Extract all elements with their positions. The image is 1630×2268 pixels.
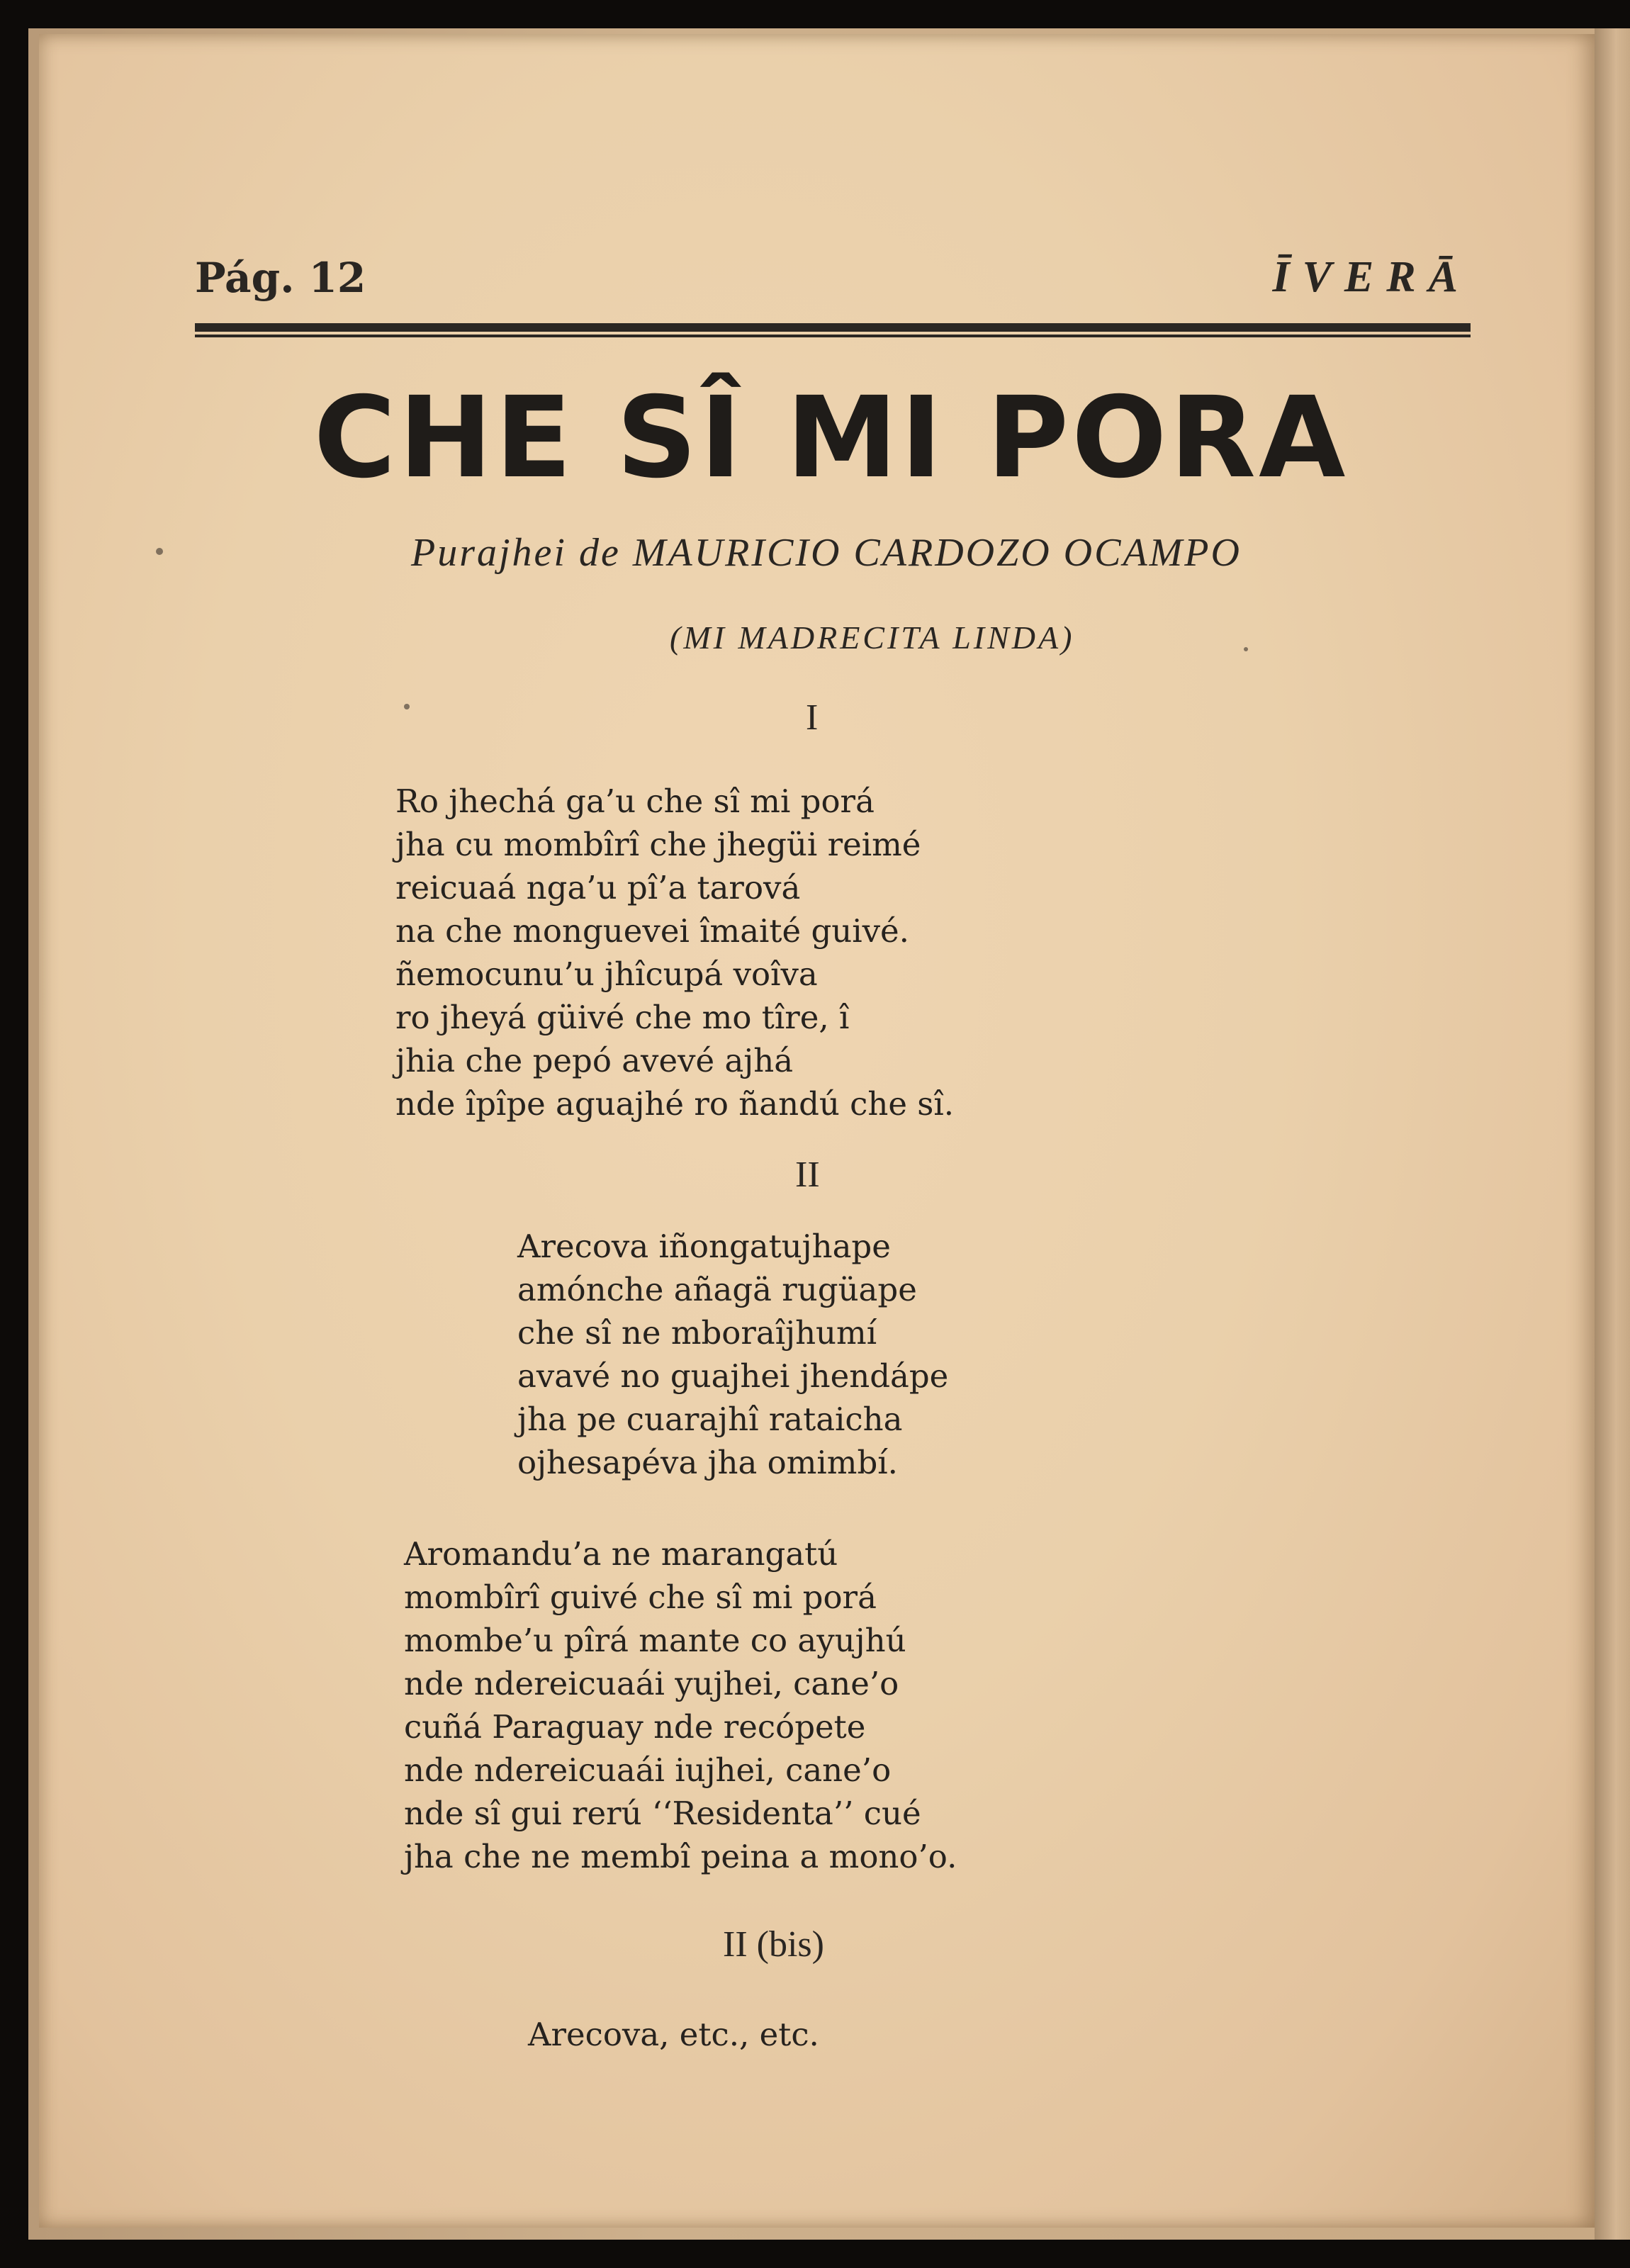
verse-line: Aromandu’a ne marangatú — [404, 1535, 838, 1573]
song-byline: Purajhei de MAURICIO CARDOZO OCAMPO — [411, 531, 1242, 575]
header-rule — [195, 323, 1471, 332]
verse-line: amónche añagä rugüape — [517, 1271, 917, 1308]
verse-line: Ro jhechá ga’u che sî mi porá — [395, 782, 875, 820]
verse-line: na che monguevei îmaité guivé. — [395, 912, 909, 950]
verse-line: jha pe cuarajhî rataicha — [517, 1400, 903, 1438]
song-subtitle: (MI MADRECITA LINDA) — [670, 619, 1075, 656]
page-header — [195, 240, 1471, 325]
magazine-page — [39, 34, 1595, 2228]
verse-line: Arecova iñongatujhape — [517, 1228, 891, 1265]
verse-line: ro jheyá güivé che mo tîre, î — [395, 999, 850, 1036]
section-heading-2: II — [795, 1155, 820, 1195]
verse-line: mombe’u pîrá mante co ayujhú — [404, 1622, 906, 1659]
verse-3 — [404, 1532, 957, 1878]
verse-line: che sî ne mboraîjhumí — [517, 1314, 877, 1352]
header-rule-thin — [195, 335, 1471, 337]
verse-line: jhia che pepó avevé ajhá — [395, 1042, 794, 1079]
section-heading-2-bis: II (bis) — [723, 1924, 824, 1965]
page-number: Pág. 12 — [195, 254, 366, 302]
closing-line: Arecova, etc., etc. — [528, 2016, 819, 2053]
magazine-title: ĪVERĀ — [1272, 253, 1471, 301]
verse-line: nde ndereicuaái yujhei, cane’o — [404, 1665, 899, 1702]
verse-line: ñemocunu’u jhîcupá voîva — [395, 955, 818, 993]
ink-speck — [1244, 647, 1248, 651]
section-heading-1: I — [806, 697, 819, 738]
verse-1 — [395, 780, 954, 1125]
verse-2 — [517, 1225, 948, 1484]
verse-line: mombîrî guivé che sî mi porá — [404, 1578, 877, 1616]
adjacent-page-edge — [1595, 28, 1630, 2240]
verse-line: nde îpîpe aguajhé ro ñandú che sî. — [395, 1085, 955, 1123]
song-title: CHE SÎ MI PORA — [313, 373, 1349, 503]
ink-speck — [156, 548, 163, 555]
verse-line: nde ndereicuaái iujhei, cane’o — [404, 1751, 892, 1789]
verse-line: nde sî gui rerú ‘‘Residenta’’ cué — [404, 1795, 921, 1832]
verse-line: avavé no guajhei jhendápe — [517, 1357, 949, 1395]
verse-line: jha che ne membî peina a mono’o. — [404, 1838, 957, 1875]
verse-line: ojhesapéva jha omimbí. — [517, 1444, 898, 1481]
verse-line: reicuaá nga’u pî’a tarová — [395, 869, 801, 906]
ink-speck — [404, 704, 410, 709]
verse-line: cuñá Paraguay nde recópete — [404, 1708, 866, 1746]
verse-line: jha cu mombîrî che jhegüi reimé — [395, 826, 921, 863]
